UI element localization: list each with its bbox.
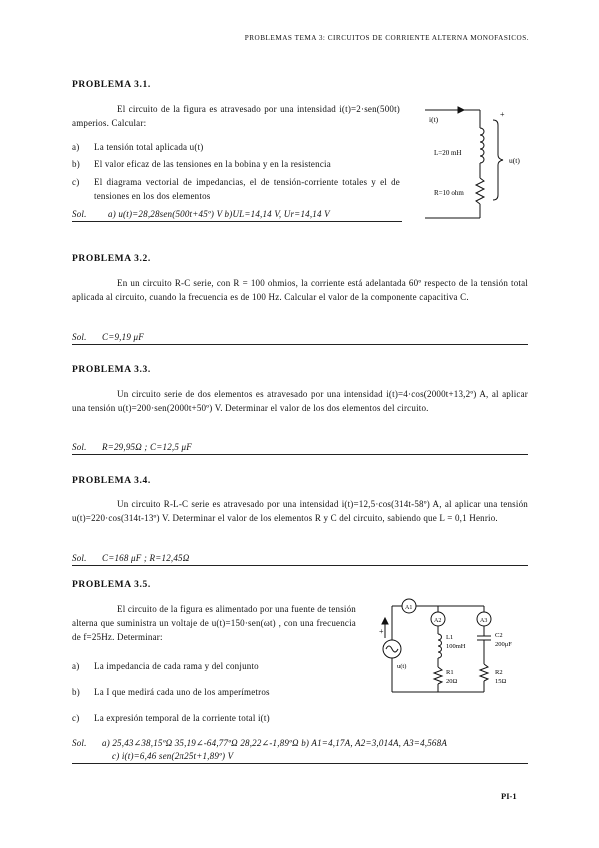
- solution-text: C=9,19 μF: [102, 332, 144, 342]
- fig35-r1-value: 20Ω: [446, 678, 458, 685]
- problem-3-2-rule: [72, 344, 528, 345]
- solution-text-line-1: a) 25,43∠38,15ºΩ 35,19∠-64,77ºΩ 28,22∠-1,89ºΩ b) A1=4,17A, A2=3,014A, A3=4,568A: [102, 738, 448, 748]
- problem-3-2-solution: [72, 331, 528, 343]
- problem-3-5-statement-text: El circuito de la figura es alimentado por una fuente de tensión alterna que suministra un voltaje de u(t)=150·sen(ωt) , con una frecuencia de f=25Hz. Determinar:: [72, 604, 356, 642]
- item-label: c): [72, 177, 80, 187]
- problem-3-3-statement-text: Un circuito serie de dos elementos es atravesado por una intensidad i(t)=4·cos(2000t+13,2º) A, al aplicar una tensión u(t)=200·sen(2000t+50º) V. Determinar el valor de los dos elementos del circuito.: [72, 389, 528, 413]
- problem-3-2-statement-text: En un circuito R-C serie, con R = 100 ohmios, la corriente está adelantada 60º respecto de la tensión total aplicada al circuito, cuando la frecuencia es de 100 Hz. Calcular el valor de la componente capacitiva C.: [72, 278, 528, 302]
- problem-3-4-rule: [72, 565, 528, 566]
- fig35-ammeter-a2: A2: [434, 618, 442, 624]
- problem-3-1-statement-text: El circuito de la figura es atravesado por una intensidad i(t)=2·sen(500t) amperios. Calcular:: [72, 104, 400, 128]
- fig35-r2-name: R2: [495, 669, 503, 676]
- problem-3-5-solution: [72, 737, 528, 763]
- solution-text: a) u(t)=28,28sen(500t+45º) V b)UL=14,14 V, Ur=14,14 V: [108, 209, 330, 219]
- problem-3-4-statement: [72, 497, 528, 525]
- circuit-diagram-parallel: [376, 594, 532, 706]
- fig35-ammeter-a1: A1: [405, 605, 413, 611]
- solution-text-line-2: c) i(t)=6,46 sen(2π25t+1,89º) V: [112, 751, 234, 761]
- fig35-r2-value: 15Ω: [495, 678, 507, 685]
- problem-3-1-rule: [72, 221, 402, 222]
- problem-3-2-statement: [72, 276, 528, 304]
- item-text: La expresión temporal de la corriente total i(t): [94, 713, 270, 723]
- solution-text: R=29,95Ω ; C=12,5 μF: [102, 442, 192, 452]
- problem-3-1-item-a: [72, 140, 400, 154]
- problem-3-4-statement-text: Un circuito R-L-C serie es atravesado por una intensidad i(t)=12,5·cos(314t-58º) A, al aplicar una tensión u(t)=220·cos(314t-13º) V. Determinar el valor de los elementos R y C del circuito, sabiendo que L = 0,1 Henrio.: [72, 499, 528, 523]
- circuit-diagram-rl: [420, 100, 532, 225]
- problem-3-3-solution: [72, 441, 528, 453]
- problem-3-3-rule: [72, 454, 528, 455]
- solution-label: Sol.: [72, 738, 87, 748]
- item-text: La I que medirá cada uno de los amperímetros: [94, 687, 270, 697]
- problem-3-5-item-b: [72, 685, 372, 699]
- solution-label: Sol.: [72, 553, 87, 563]
- fig35-inductor-value: 100mH: [446, 643, 466, 650]
- item-text: El valor eficaz de las tensiones en la bobina y en la resistencia: [94, 159, 331, 169]
- item-text: El diagrama vectorial de impedancias, el de tensión-corriente totales y el de tensiones en los dos elementos: [94, 177, 400, 201]
- item-label: a): [72, 661, 80, 671]
- problem-3-1-statement: [72, 102, 400, 130]
- item-label: c): [72, 713, 80, 723]
- item-label: a): [72, 142, 80, 152]
- problem-3-3-statement: [72, 387, 528, 415]
- problem-3-2-title: PROBLEMA 3.2.: [72, 254, 151, 264]
- solution-label: Sol.: [72, 209, 87, 219]
- fig31-current-label: i(t): [429, 115, 439, 124]
- problem-3-4-solution: [72, 552, 528, 564]
- problem-3-5-item-c: [72, 711, 372, 725]
- problem-3-5-item-a: [72, 659, 372, 673]
- fig35-ammeter-a3: A3: [480, 618, 488, 624]
- fig35-voltage-label: u(t): [397, 663, 407, 670]
- solution-text: C=168 μF ; R=12,45Ω: [102, 553, 190, 563]
- item-label: b): [72, 687, 80, 697]
- solution-label: Sol.: [72, 332, 87, 342]
- problem-3-5-rule: [72, 763, 528, 764]
- fig31-voltage-label: u(t): [509, 156, 520, 165]
- problem-3-4-title: PROBLEMA 3.4.: [72, 476, 151, 486]
- fig35-inductor-name: L1: [446, 634, 454, 641]
- problem-3-5-statement: [72, 602, 356, 644]
- item-text: La impedancia de cada rama y del conjunto: [94, 661, 259, 671]
- fig35-c2-value: 200μF: [495, 641, 512, 648]
- problem-3-1-item-b: [72, 157, 400, 171]
- fig35-r1-name: R1: [446, 669, 454, 676]
- item-text: La tensión total aplicada u(t): [94, 142, 204, 152]
- page-header: PROBLEMAS TEMA 3: CIRCUITOS DE CORRIENTE ALTERNA MONOFASICOS.: [244, 34, 529, 42]
- fig35-c2-name: C2: [495, 632, 503, 639]
- problem-3-5-title: PROBLEMA 3.5.: [72, 580, 151, 590]
- problem-3-1-title: PROBLEMA 3.1.: [72, 80, 151, 90]
- solution-label: Sol.: [72, 442, 87, 452]
- problem-3-1-item-c: [72, 175, 400, 203]
- problem-3-3-title: PROBLEMA 3.3.: [72, 365, 151, 375]
- fig31-inductor-label: L=20 mH: [434, 149, 462, 157]
- problem-3-1-solution: [72, 208, 400, 220]
- page-number: PI-1: [501, 791, 517, 801]
- fig31-resistor-label: R=10 ohm: [434, 189, 464, 197]
- fig35-plus-sign: +: [379, 627, 384, 636]
- fig31-plus-sign: +: [500, 110, 505, 119]
- item-label: b): [72, 159, 80, 169]
